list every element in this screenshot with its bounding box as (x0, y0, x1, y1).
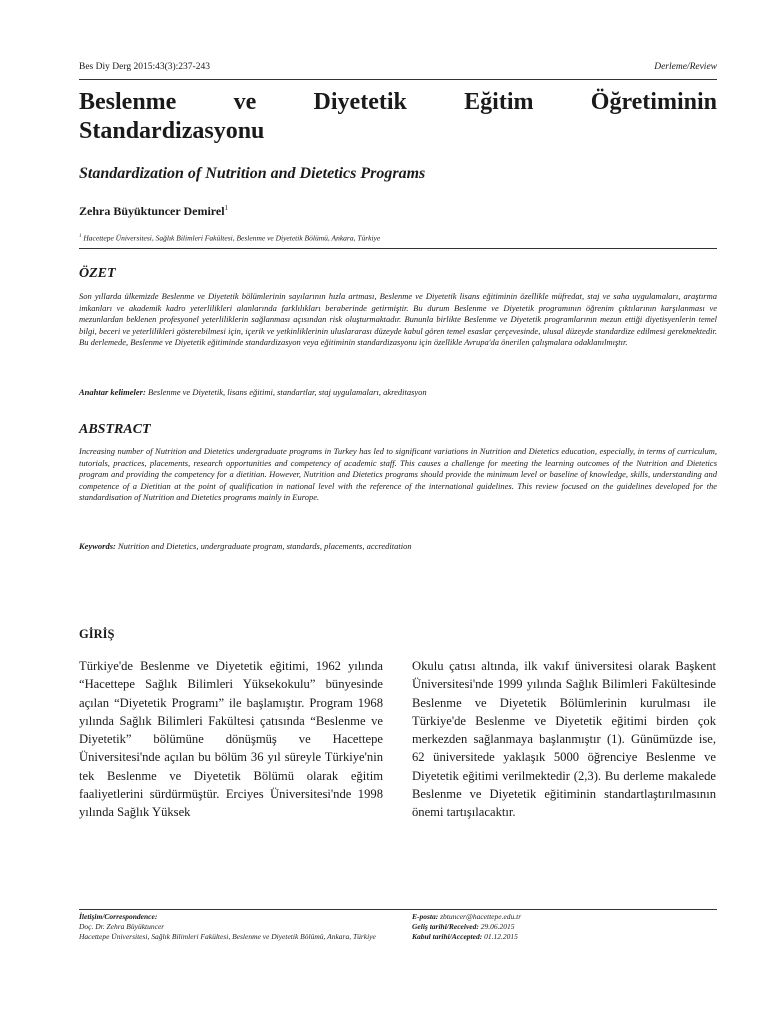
body-column-left: Türkiye'de Beslenme ve Diyetetik eğitimi, 1962 yılında “Hacettepe Sağlık Bilimleri Yüksekokulu” bünyesinde açılan “Diyetetik Programı” ile başlamıştır. Program 1968 yılında Sağlık Bilimleri Fakültesi çatısında “Beslenme ve Diyetetik” bölümüne dönüşmüş ve Hacettepe Üniversitesi'nde açılan bu bölüm 36 yıl süreyle Türkiye'nin tek Beslenme ve Diyetetik Bölümü olarak eğitim faaliyetlerini sürdürmüştür. Erciyes Üniversitesi'nde 1998 yılında Sağlık Yüksek (79, 659, 383, 820)
author-name: Zehra Büyüktuncer Demirel (79, 204, 225, 218)
correspondence-label: İletişim/Correspondence: (79, 912, 158, 921)
author-affiliation-mark: 1 (224, 204, 229, 212)
title-line-1: Beslenme ve Diyetetik Eğitim Öğretiminin (79, 89, 717, 115)
affiliation-mark: 1 (79, 234, 82, 239)
affiliation-line (79, 231, 380, 245)
received-label: Geliş tarihi/Received: (412, 922, 479, 932)
dates-block (412, 912, 712, 943)
correspondence-name: Doç. Dr. Zehra Büyüktuncer (79, 922, 165, 932)
journal-citation: Bes Diy Derg 2015:43(3):237-243 (79, 62, 210, 72)
author-line (79, 200, 228, 219)
ozet-text: Son yıllarda ülkemizde Beslenme ve Diyetetik bölümlerinin sayılarının hızla artması, Beslenme ve Diyetetik lisans eğitiminin özellikle müfredat, staj ve saha uygulamaları, araştırma imkanları ve akademik kadro yeterlilikleri alanlarında farklılıkları beraberinde getirmiştir. Bu durum Beslenme ve Diyetetik programının öğrenim çıktılarının karşılanması ve mezunlardan beklenen profesyonel yeterliliklerin sağlanması açısından risk oluşturmaktadır. Bununla birlikte Beslenme ve Diyetetik programlarının mezun ettiği diyetisyenlerin temel bilgi, beceri ve yeterlilikleri gösterebilmesi için, içerik ve yetkinliklerinin uluslararası düzeyde kabul gören temel esaslar çerçevesinde, ulusal düzeyde standardize edilmesi gerekmektedir. Bu derlemede, Beslenme ve Diyetetik eğitiminde standardizasyon veya eğitiminin standardizasyonu için özellikle Avrupa'da önerilen çalışmalara odaklanılmıştır. (79, 291, 717, 348)
accepted-date: 01.12.2015 (484, 932, 518, 942)
affiliation-text: Hacettepe Üniversitesi, Sağlık Bilimleri Fakültesi, Beslenme ve Diyetetik Bölümü, Ankara, Türkiye (83, 233, 381, 243)
footer-rule (79, 909, 717, 910)
section-heading-giris: GİRİŞ (79, 627, 115, 641)
email-label: E-posta: (412, 912, 439, 921)
correspondence-address: Hacettepe Üniversitesi, Sağlık Bilimleri Fakültesi, Beslenme ve Diyetetik Bölümü, Ankara, Türkiye (79, 932, 376, 942)
running-header (79, 60, 717, 74)
ozet-heading: ÖZET (79, 266, 116, 281)
article-type: Derleme/Review (654, 62, 717, 72)
abstract-keywords (79, 540, 717, 552)
ozet-keywords-list: Beslenme ve Diyetetik, lisans eğitimi, standartlar, staj uygulamaları, akreditasyon (147, 387, 427, 397)
abstract-text: Increasing number of Nutrition and Dietetics undergraduate programs in Turkey has led to significant variations in Nutrition and Dietetics education, especially, in terms of curriculum, tutorials, practices, placements, research opportunities and competency of academic staff. This causes a challenge for meeting the learning outcomes of the Nutrition and Dietetics program and providing the competency for a dietitian. However, Nutrition and Dietetics programs should provide the minimum level or baseline of knowledge, skills, understanding and competence of a Dietitian at the point of qualification in national level with the reference of the international guidelines. This review focused on the guidelines developed for the standardisation of Nutrition and Dietetics programs mainly in Europe. (79, 446, 717, 503)
abstract-heading: ABSTRACT (79, 422, 151, 437)
received-date: 29.06.2015 (480, 922, 515, 932)
header-rule (79, 79, 717, 80)
email-address: zbtuncer@hacettepe.edu.tr (440, 912, 522, 921)
affiliation-rule (79, 248, 717, 249)
abstract-keywords-label: Keywords: (79, 541, 116, 551)
ozet-keywords-label: Anahtar kelimeler: (79, 387, 146, 397)
body-column-right: Okulu çatısı altında, ilk vakıf üniversitesi olarak Başkent Üniversitesi'nde 1999 yılında Sağlık Bilimleri Fakültesinde Beslenme ve Diyetetik Bölümlerinin kurulması ile Türkiye'de Beslenme ve Diyetetik eğitimi birden çok merkezden sağlanmaya başlanmıştır (1). Günümüzde ise, 62 üniversitede yaklaşık 5000 öğrenciye Beslenme ve Diyetetik eğitimi verilmektedir (2,3). Bu derleme makalede Beslenme ve Diyetetik eğitiminin standartlaştırılmasının önemi tartışılacaktır. (412, 659, 716, 820)
accepted-label: Kabul tarihi/Accepted: (412, 932, 483, 942)
title-line-2: Standardizasyonu (79, 118, 265, 144)
english-title: Standardization of Nutrition and Dietetics Programs (79, 165, 426, 182)
correspondence-block (79, 912, 389, 943)
article-title (79, 88, 717, 146)
abstract-keywords-list: Nutrition and Dietetics, undergraduate program, standards, placements, accreditation (117, 541, 412, 551)
ozet-keywords (79, 386, 717, 398)
